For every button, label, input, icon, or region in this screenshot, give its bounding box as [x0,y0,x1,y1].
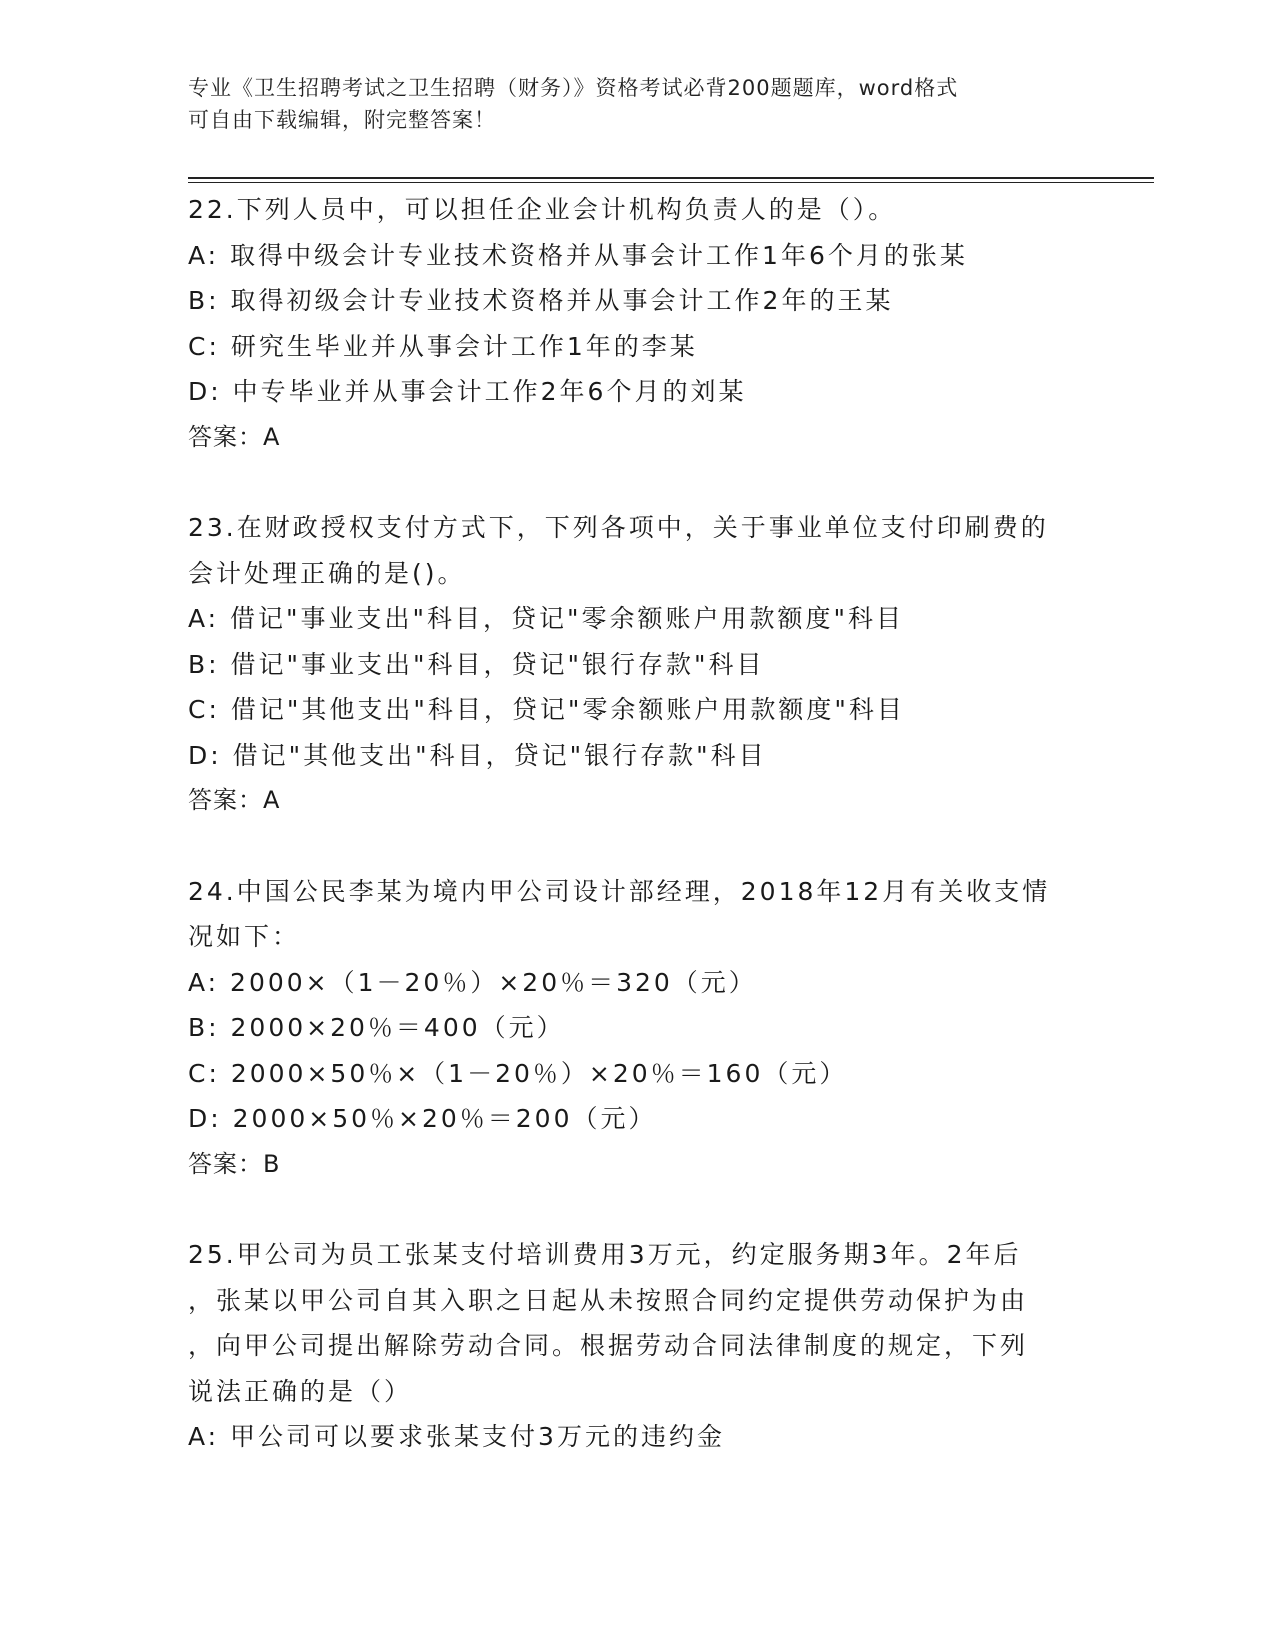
option-key: C: [188,331,220,361]
option-key: A: [188,604,220,633]
header-line-2: 可自由下载编辑，附完整答案！ [188,108,496,132]
question-stem-line-1: 25.甲公司为员工张某支付培训费用3万元，约定服务期3年。2年后 [188,1240,1022,1269]
option-text: 甲公司可以要求张某支付3万元的违约金 [230,1422,725,1451]
question-stem-line-2: 况如下： [188,922,301,951]
option-key: B: [188,286,220,315]
option-text: 2000×50％×20％＝200（元） [232,1104,657,1133]
question-stem-line-1: 24.中国公民李某为境内甲公司设计部经理，2018年12月有关收支情 [188,876,1051,906]
option-key: C: [188,1058,220,1088]
answer-line: 答案：A [188,786,281,814]
option-text: 2000×20％＝400（元） [230,1013,565,1042]
option-key: D: [188,1104,222,1133]
option-key: B: [188,1013,220,1042]
option-key: B: [188,649,220,679]
option-a [188,233,1088,279]
question-stem-line-2: 会计处理正确的是()。 [188,558,466,588]
option-b [188,642,1088,688]
option-key: D: [188,740,222,770]
question-stem-line-1: 23.在财政授权支付方式下，下列各项中，关于事业单位支付印刷费的 [188,513,1049,542]
option-key: A: [188,240,220,270]
option-text: 2000×（1－20％）×20％＝320（元） [230,967,757,997]
header-rule-thin [188,182,1154,183]
question-24 [188,869,1088,1188]
answer-line: 答案：A [188,422,281,451]
option-d [188,733,1088,779]
option-b [188,278,1088,324]
option-text: 借记"其他支出"科目，贷记"银行存款"科目 [232,740,767,770]
option-a [188,960,1088,1006]
question-23 [188,505,1088,824]
option-text: 借记"事业支出"科目，贷记"银行存款"科目 [230,649,765,679]
option-text: 2000×50％×（1－20％）×20％＝160（元） [230,1058,848,1088]
option-key: A: [188,967,220,997]
question-stem: 22.下列人员中，可以担任企业会计机构负责人的是（）。 [188,195,897,224]
option-text: 中专毕业并从事会计工作2年6个月的刘某 [232,377,747,406]
option-text: 取得中级会计专业技术资格并从事会计工作1年6个月的张某 [230,240,968,270]
option-c [188,1051,1088,1097]
option-text: 研究生毕业并从事会计工作1年的李某 [230,331,698,361]
question-stem-line-2: ，张某以甲公司自其入职之日起从未按照合同约定提供劳动保护为由 [188,1285,1029,1315]
option-key: C: [188,695,220,724]
answer-line: 答案：B [188,1149,281,1178]
header-line-1: 专业《卫生招聘考试之卫生招聘（财务）》资格考试必背200题题库，word格式 [188,76,959,100]
option-c [188,687,1088,733]
option-d [188,369,1088,415]
option-text: 借记"事业支出"科目，贷记"零余额账户用款额度"科目 [230,604,905,633]
question-22 [188,187,1088,460]
option-text: 取得初级会计专业技术资格并从事会计工作2年的王某 [230,286,894,315]
option-key: A: [188,1422,220,1451]
question-stem-line-3: ，向甲公司提出解除劳动合同。根据劳动合同法律制度的规定，下列 [188,1331,1029,1360]
option-d [188,1096,1088,1142]
option-a [188,1414,1088,1460]
option-b [188,1005,1088,1051]
option-key: D: [188,377,222,406]
option-c [188,324,1088,370]
document-header [188,72,1068,136]
option-a [188,596,1088,642]
question-list [188,187,1088,1505]
question-stem-line-4: 说法正确的是（） [188,1376,413,1406]
question-25 [188,1232,1088,1460]
option-text: 借记"其他支出"科目，贷记"零余额账户用款额度"科目 [230,695,905,724]
header-rule-thick [188,177,1154,179]
